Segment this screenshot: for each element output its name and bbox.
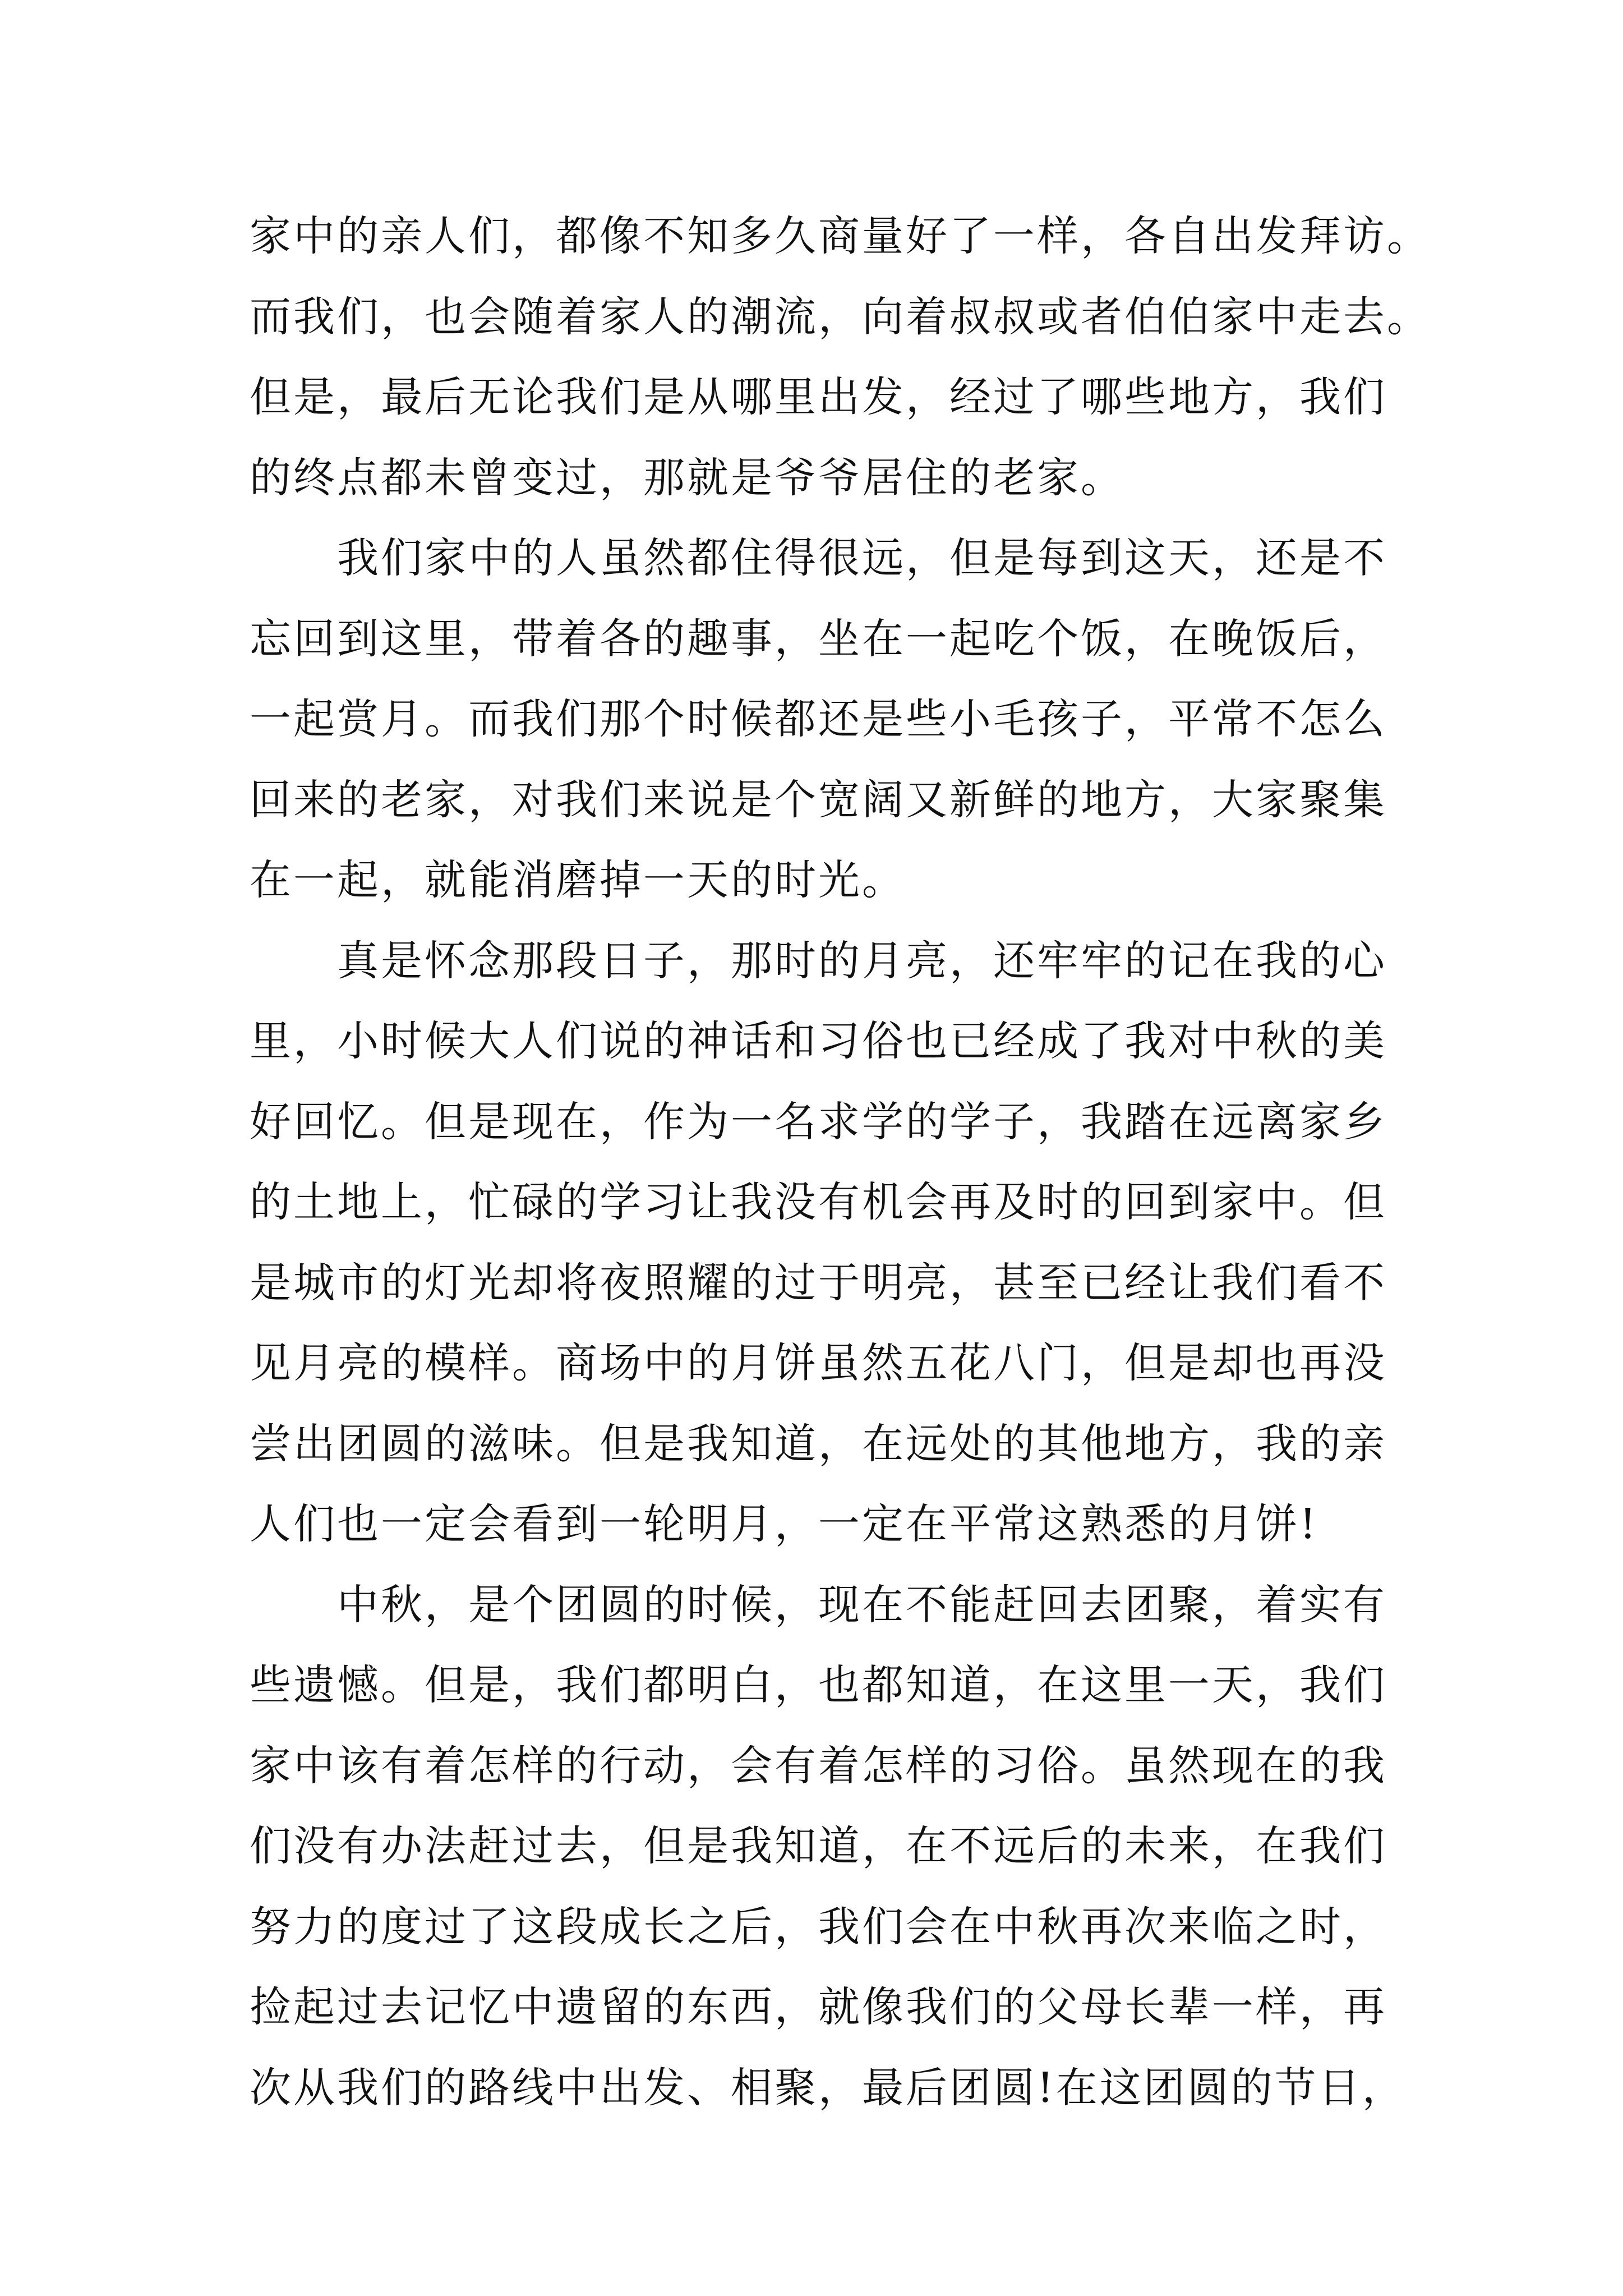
body-text (250, 196, 1431, 2128)
text-line: 而我们，也会随着家人的潮流，向着叔叔或者伯伯家中走去。 (250, 292, 1431, 341)
text-line: 真是怀念那段日子，那时的月亮，还牢牢的记在我的心 (250, 936, 1387, 985)
text-line: 人们也一定会看到一轮明月，一定在平常这熟悉的月饼! (250, 1500, 1318, 1548)
text-line: 些遗憾。但是，我们都明白，也都知道，在这里一天，我们 (250, 1661, 1387, 1709)
text-line: 努力的度过了这段成长之后，我们会在中秋再次来临之时， (250, 1902, 1387, 1951)
text-line: 家中该有着怎样的行动，会有着怎样的习俗。虽然现在的我 (250, 1741, 1387, 1790)
text-line: 次从我们的路线中出发、相聚，最后团圆!在这团圆的节日， (250, 2063, 1406, 2112)
text-line: 的终点都未曾变过，那就是爷爷居住的老家。 (250, 453, 1124, 502)
text-line: 里，小时候大人们说的神话和习俗也已经成了我对中秋的美 (250, 1017, 1387, 1065)
text-line: 们没有办法赶过去，但是我知道，在不远后的未来，在我们 (250, 1822, 1387, 1870)
text-line: 回来的老家，对我们来说是个宽阔又新鲜的地方，大家聚集 (250, 775, 1387, 824)
text-line: 的土地上，忙碌的学习让我没有机会再及时的回到家中。但 (250, 1178, 1387, 1226)
text-line: 见月亮的模样。商场中的月饼虽然五花八门，但是却也再没 (250, 1339, 1387, 1387)
text-line: 一起赏月。而我们那个时候都还是些小毛孩子，平常不怎么 (250, 695, 1387, 743)
text-line: 尝出团圆的滋味。但是我知道，在远处的其他地方，我的亲 (250, 1419, 1387, 1468)
text-line: 我们家中的人虽然都住得很远，但是每到这天，还是不 (250, 534, 1387, 582)
text-line: 好回忆。但是现在，作为一名求学的学子，我踏在远离家乡 (250, 1097, 1387, 1146)
text-line: 捡起过去记忆中遗留的东西，就像我们的父母长辈一样，再 (250, 1983, 1387, 2031)
text-line: 中秋，是个团圆的时候，现在不能赶回去团聚，着实有 (250, 1580, 1387, 1629)
text-line: 在一起，就能消磨掉一天的时光。 (250, 856, 906, 904)
text-line: 是城市的灯光却将夜照耀的过于明亮，甚至已经让我们看不 (250, 1258, 1387, 1307)
text-line: 忘回到这里，带着各的趣事，坐在一起吃个饭，在晚饭后， (250, 614, 1387, 663)
text-line: 但是，最后无论我们是从哪里出发，经过了哪些地方，我们 (250, 373, 1387, 421)
text-line: 家中的亲人们，都像不知多久商量好了一样，各自出发拜访。 (250, 212, 1431, 260)
